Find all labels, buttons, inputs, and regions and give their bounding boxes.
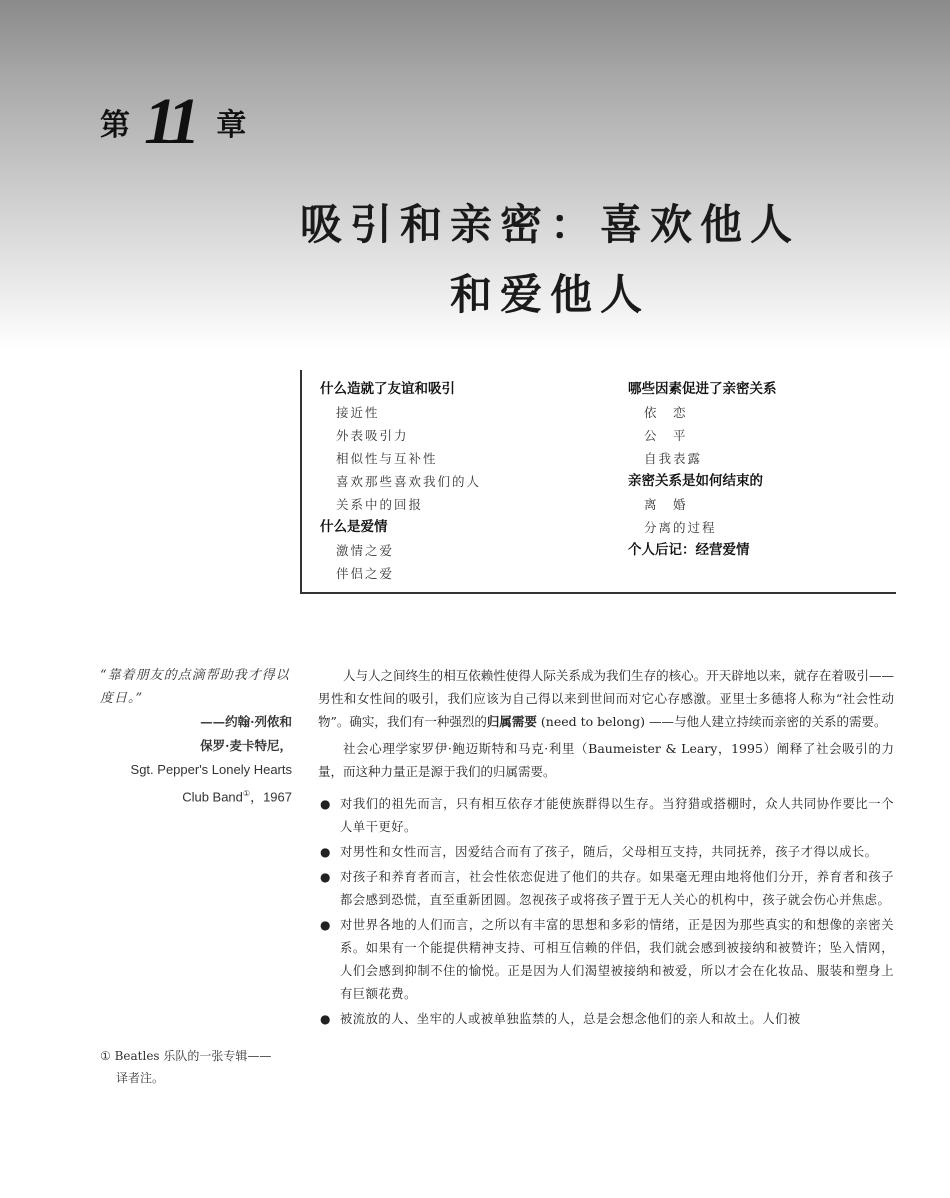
outline-item: 依 恋: [644, 405, 688, 420]
footnote-mark: ①: [100, 1049, 111, 1063]
chapter-title-line-1: 吸引和亲密：喜欢他人: [299, 200, 800, 249]
bullet-icon: ●: [320, 1012, 331, 1026]
outline-item: 相似性与互补性: [336, 451, 438, 466]
album-year: ，1967: [250, 789, 292, 805]
list-item-text: 对我们的祖先而言，只有相互依存才能使族群得以生存。当狩猎或搭棚时，众人共同协作要比一个人单干更好。: [340, 797, 894, 834]
chapter-prefix: 第: [100, 108, 130, 143]
paragraph-text: 人与人之间终生的相互依赖性使得人际关系成为我们生存的核心。开天辟地以来，就存在着吸引——男性和女性间的吸引，我们应该为自己得以来到世间而对它心存感激。亚里士多德将人称为“社会性动物”。确实，我们有一种强烈的: [318, 668, 894, 729]
list-item: [318, 793, 894, 839]
chapter-number: 11: [144, 85, 195, 158]
key-term: 归属需要: [486, 714, 537, 729]
outline-heading: 亲密关系是如何结束的: [628, 473, 763, 489]
outline-item: 外表吸引力: [336, 428, 409, 443]
bullet-icon: ●: [320, 845, 331, 859]
paragraph: [318, 664, 894, 733]
list-item: [318, 1008, 894, 1031]
outline-item: 伴侣之爱: [336, 566, 395, 581]
outline-item: 关系中的回报: [336, 497, 424, 512]
bullet-icon: ●: [320, 870, 331, 884]
chapter-suffix: 章: [216, 108, 247, 143]
list-item-text: 对孩子和养育者而言，社会性依恋促进了他们的共存。如果毫无理由地将他们分开，养育者和孩子都会感到恐慌，直至重新团圆。忽视孩子或将孩子置于无人关心的机构中，孩子就会伤心并焦虑。: [340, 870, 894, 907]
list-item: [318, 841, 894, 864]
outline-item: 自我表露: [644, 451, 703, 466]
outline-column-right: [628, 378, 777, 562]
list-item: [318, 914, 894, 1006]
epigraph: [100, 664, 292, 809]
outline-heading: 什么是爱情: [320, 519, 388, 535]
bullet-icon: ●: [320, 797, 331, 811]
outline-heading: 哪些因素促进了亲密关系: [628, 381, 777, 397]
epigraph-attribution: ——约翰·列侬和: [200, 714, 292, 729]
body-text: [318, 664, 894, 1033]
footnote-marker[interactable]: ①: [242, 789, 251, 798]
outline-item: 喜欢那些喜欢我们的人: [336, 474, 482, 489]
outline-item: 离 婚: [644, 497, 688, 512]
list-item-text: 对世界各地的人们而言，之所以有丰富的思想和多彩的情绪，正是因为那些真实的和想像的亲密关系。如果有一个能提供精神支持、可相互信赖的伴侣，我们就会感到被接纳和被赞许；坠入情网，人们会感到抑制不住的愉悦。正是因为人们渴望被接纳和被爱，所以才会在化妆品、服装和塑身上有巨额花费。: [340, 918, 894, 1001]
chapter-title-line-2: 和爱他人: [449, 270, 650, 319]
list-item: [318, 866, 894, 912]
bullet-icon: ●: [320, 918, 331, 932]
outline-item: 分离的过程: [644, 520, 717, 535]
paragraph-text: (need to belong) ——与他人建立持续而亲密的关系的需要。: [536, 714, 887, 729]
outline-item: 激情之爱: [336, 543, 395, 558]
epigraph-album-line-2: [100, 782, 292, 809]
list-item-text: 对男性和女性而言，因爱结合而有了孩子，随后，父母相互支持，共同抚养，孩子才得以成长。: [340, 845, 878, 859]
epigraph-album: Sgt. Pepper's Lonely Hearts: [130, 762, 292, 777]
epigraph-attribution: 保罗·麦卡特尼，: [200, 738, 292, 753]
album-name: Club Band: [182, 789, 243, 805]
chapter-outline: [300, 370, 896, 594]
paragraph: 社会心理学家罗伊·鲍迈斯特和马克·利里（Baumeister & Leary，1995）阐释了社会吸引的力量，而这种力量正是源于我们的归属需要。: [318, 741, 894, 779]
epigraph-quote: “靠着朋友的点滴帮助我才得以度日。”: [100, 668, 290, 706]
footnote-text: Beatles 乐队的一张专辑——: [114, 1049, 272, 1063]
outline-heading: 什么造就了友谊和吸引: [320, 381, 455, 397]
outline-heading: 个人后记：经营爱情: [628, 542, 750, 558]
outline-column-left: [320, 378, 481, 585]
chapter-label: [100, 85, 247, 158]
outline-item: 接近性: [336, 405, 380, 420]
bullet-list: [318, 793, 894, 1031]
outline-item: 公 平: [644, 428, 688, 443]
footnote: [100, 1045, 300, 1089]
footnote-text-continued: 译者注。: [116, 1071, 165, 1085]
list-item-text: 被流放的人、坐牢的人或被单独监禁的人，总是会想念他们的亲人和故土。人们被: [340, 1012, 801, 1026]
